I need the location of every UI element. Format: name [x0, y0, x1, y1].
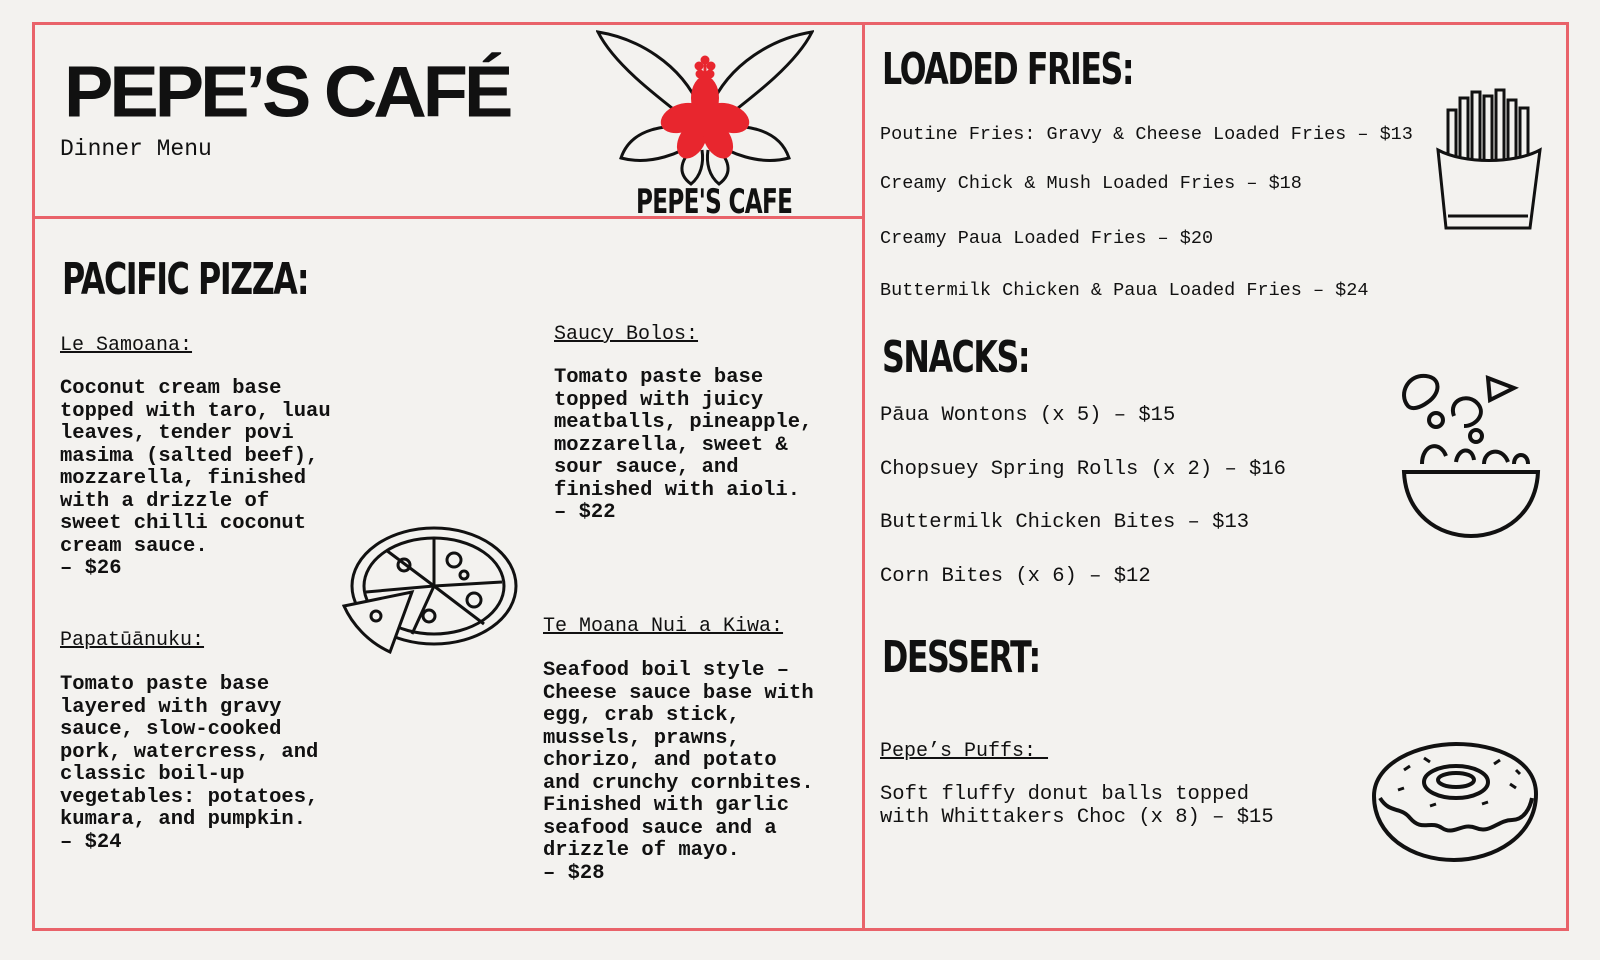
dessert-heading: DESSERT:: [882, 632, 1040, 683]
cafe-title: PEPE’S CAFÉ: [64, 50, 510, 133]
pizza-heading: PACIFIC PIZZA:: [62, 254, 309, 305]
donut-icon: [1370, 740, 1540, 864]
fries-item: Buttermilk Chicken & Paua Loaded Fries – $24: [880, 280, 1369, 301]
fries-item: Creamy Chick & Mush Loaded Fries – $18: [880, 173, 1302, 194]
pizza-item-description: Tomato paste base topped with juicy meatballs, pineapple, mozzarella, sweet & sour sauce, and finished with aioli. – $22: [554, 366, 813, 524]
snacks-heading: SNACKS:: [882, 332, 1030, 383]
pizza-item-name: Papatūānuku:: [60, 629, 205, 652]
pizza-item-name: Saucy Bolos:: [554, 323, 699, 346]
pizza-item-name: Le Samoana:: [60, 334, 193, 357]
dessert-item-name: Pepe’s Puffs:: [880, 740, 1049, 763]
column-divider: [862, 22, 865, 931]
pizza-item-name: Te Moana Nui a Kiwa:: [543, 615, 784, 638]
pizza-item-description: Coconut cream base topped with taro, luau leaves, tender povi masima (salted beef), mozzarella, finished with a drizzle of sweet chilli coconut cream sauce. – $26: [60, 377, 331, 580]
fries-heading: LOADED FRIES:: [882, 44, 1134, 95]
fries-item: Poutine Fries: Gravy & Cheese Loaded Fries – $13: [880, 124, 1413, 145]
pizza-item-description: Seafood boil style – Cheese sauce base with egg, crab stick, mussels, prawns, chorizo, and potato and crunchy cornbites. Finished with garlic seafood sauce and a drizzle of mayo. – $28: [543, 659, 814, 885]
snack-bowl-icon: [1398, 364, 1544, 544]
snacks-item: Buttermilk Chicken Bites – $13: [880, 511, 1250, 534]
snacks-item: Corn Bites (x 6) – $12: [880, 565, 1151, 588]
fries-icon: [1434, 86, 1546, 236]
logo-text: PEPE'S CAFE: [636, 182, 793, 222]
snacks-item: Chopsuey Spring Rolls (x 2) – $16: [880, 458, 1286, 481]
butterfly-hibiscus-logo-icon: [596, 28, 814, 186]
dessert-item-description: Soft fluffy donut balls topped with Whittakers Choc (x 8) – $15: [880, 783, 1274, 829]
snacks-item: Pāua Wontons (x 5) – $15: [880, 404, 1176, 427]
pizza-item-description: Tomato paste base layered with gravy sauce, slow-cooked pork, watercress, and classic boil-up vegetables: potatoes, kumara, and pumpkin. – $24: [60, 673, 319, 854]
pizza-icon: [334, 520, 524, 660]
fries-item: Creamy Paua Loaded Fries – $20: [880, 228, 1214, 249]
menu-subtitle: Dinner Menu: [60, 136, 212, 162]
